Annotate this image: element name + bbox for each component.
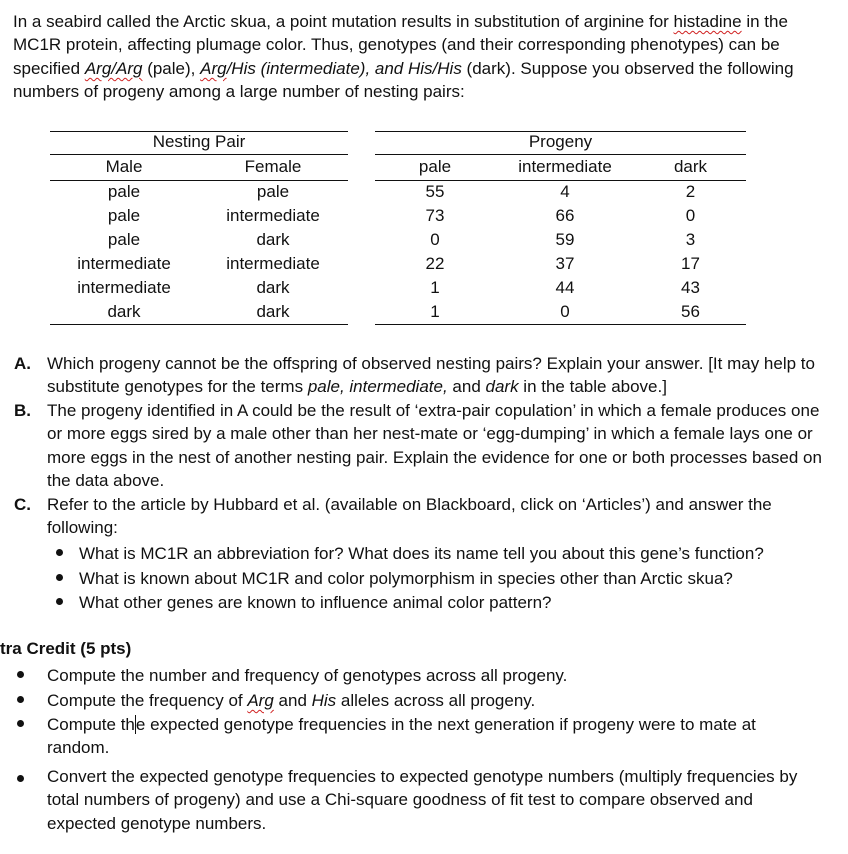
cell-female: dark — [256, 278, 290, 297]
ec-text: and — [273, 691, 312, 710]
cell-male: dark — [107, 302, 141, 321]
col-header-dark: dark — [673, 157, 708, 176]
col-header-male: Male — [105, 157, 143, 176]
cell-male: pale — [107, 182, 141, 201]
intro-text: In a seabird called the Arctic skua, a point mutation results in substitution of arginine for — [13, 12, 674, 31]
cell-intermediate: 66 — [555, 206, 575, 225]
cell-male: pale — [107, 206, 141, 225]
header-rule — [375, 180, 746, 181]
ec-italic: His — [311, 691, 337, 710]
bullet-icon — [17, 696, 24, 703]
genotype-arg-arg[interactable]: Arg/Arg — [84, 58, 143, 78]
top-rule — [375, 131, 746, 132]
bullet-icon — [17, 671, 24, 678]
intro-paragraph — [13, 10, 828, 104]
cell-female: dark — [256, 230, 290, 249]
bullet-icon — [17, 775, 24, 782]
cell-female: intermediate — [226, 206, 320, 225]
group-rule — [375, 154, 746, 155]
cell-intermediate: 0 — [560, 302, 570, 321]
cell-female: intermediate — [226, 254, 320, 273]
cell-dark: 43 — [681, 278, 700, 297]
cell-pale: 1 — [430, 278, 440, 297]
cell-intermediate: 4 — [560, 182, 570, 201]
bottom-rule — [375, 324, 746, 325]
intro-text: in the MC1R protein, affecting plumage color. Thus, genotypes (and their corresponding phenotypes) can be specified — [13, 12, 788, 78]
list-item: Compute the number and frequency of genotypes across all progeny. — [47, 666, 568, 685]
bullet-icon — [17, 720, 24, 727]
question-a-text — [47, 352, 822, 399]
spellcheck-word[interactable]: Arg — [247, 691, 274, 710]
cell-intermediate: 44 — [555, 278, 575, 297]
genotype-his-his: His/His — [407, 58, 462, 78]
intro-text: (pale), — [142, 58, 201, 78]
bullet-icon — [56, 598, 63, 605]
list-item: What other genes are known to influence animal color pattern? — [79, 593, 552, 612]
group-rule — [50, 154, 348, 155]
cell-pale: 55 — [425, 182, 445, 201]
group-header-progeny: Progeny — [528, 132, 593, 151]
question-b-label: B. — [14, 401, 31, 420]
cell-pale: 22 — [425, 254, 445, 273]
ec-text: expected genotype frequencies in the next generation if progeny were to mate at random. — [47, 715, 756, 758]
list-item: What is MC1R an abbreviation for? What does its name tell you about this gene’s function? — [79, 544, 764, 563]
bottom-rule — [50, 324, 348, 325]
question-b-text: The progeny identified in A could be the result of ‘extra-pair copulation’ in which a female produces one or more eggs sired by a male other than her nest-mate or ‘egg-dumping’ in which a female lays one or more eggs in the nest of another nesting pair. Explain the evidence for one or both processes based on the data above. — [47, 401, 822, 491]
qa-text: in the table above.] — [518, 377, 667, 397]
question-a-label: A. — [14, 354, 31, 373]
ec-text: Compute the frequency of — [47, 691, 248, 710]
text-cursor-char[interactable]: e — [135, 715, 146, 734]
cell-pale: 1 — [430, 302, 440, 321]
cell-dark: 17 — [681, 254, 700, 273]
cell-female: pale — [256, 182, 290, 201]
question-c-label: C. — [14, 495, 31, 514]
qa-text: Which progeny cannot be the offspring of observed nesting pairs? Explain your answer. [It may help to substitute genotypes for the terms — [47, 354, 815, 397]
cell-female: dark — [256, 302, 290, 321]
col-header-female: Female — [244, 157, 302, 176]
cell-male: intermediate — [77, 254, 171, 273]
bullet-icon — [56, 574, 63, 581]
cell-dark: 0 — [685, 206, 696, 225]
col-header-pale: pale — [418, 157, 452, 176]
qa-italic: pale, intermediate, — [307, 377, 448, 397]
list-item — [47, 713, 822, 760]
cell-dark: 56 — [681, 302, 700, 321]
extra-credit-title: tra Credit (5 pts) — [0, 639, 132, 658]
question-c-text: Refer to the article by Hubbard et al. (available on Blackboard, click on ‘Articles’) and answer the following: — [47, 495, 772, 538]
bullet-icon — [56, 549, 63, 556]
cell-intermediate: 59 — [555, 230, 575, 249]
ec-text: alleles across all progeny. — [336, 691, 536, 710]
intro-text: (dark). Suppose you observed the following numbers of progeny among a large number of nesting pairs: — [13, 58, 794, 102]
ec-text: Compute th — [47, 715, 135, 734]
list-item: What is known about MC1R and color polymorphism in species other than Arctic skua? — [79, 569, 733, 588]
progeny-table — [50, 130, 746, 326]
group-header-nesting-pair: Nesting Pair — [152, 132, 246, 151]
list-item — [47, 689, 827, 712]
qa-text: and — [447, 377, 486, 397]
cell-dark: 3 — [685, 230, 696, 249]
header-rule — [50, 180, 348, 181]
cell-pale: 0 — [430, 230, 440, 249]
cell-pale: 73 — [425, 206, 445, 225]
cell-dark: 2 — [685, 182, 696, 201]
col-header-intermediate: intermediate — [518, 157, 612, 176]
cell-male: intermediate — [77, 278, 171, 297]
qa-italic: dark — [485, 377, 519, 397]
genotype-arg-his-arg[interactable]: Arg — [200, 58, 227, 78]
cell-male: pale — [107, 230, 141, 249]
spellcheck-word[interactable]: histadine — [673, 12, 742, 31]
intro-text: /His (intermediate), and — [226, 58, 408, 78]
list-item: Convert the expected genotype frequencies to expected genotype numbers (multiply frequencies by total numbers of progeny) and use a Chi-square goodness of fit test to compare observed and expected genotype numbers. — [47, 767, 798, 833]
top-rule — [50, 131, 348, 132]
cell-intermediate: 37 — [555, 254, 575, 273]
